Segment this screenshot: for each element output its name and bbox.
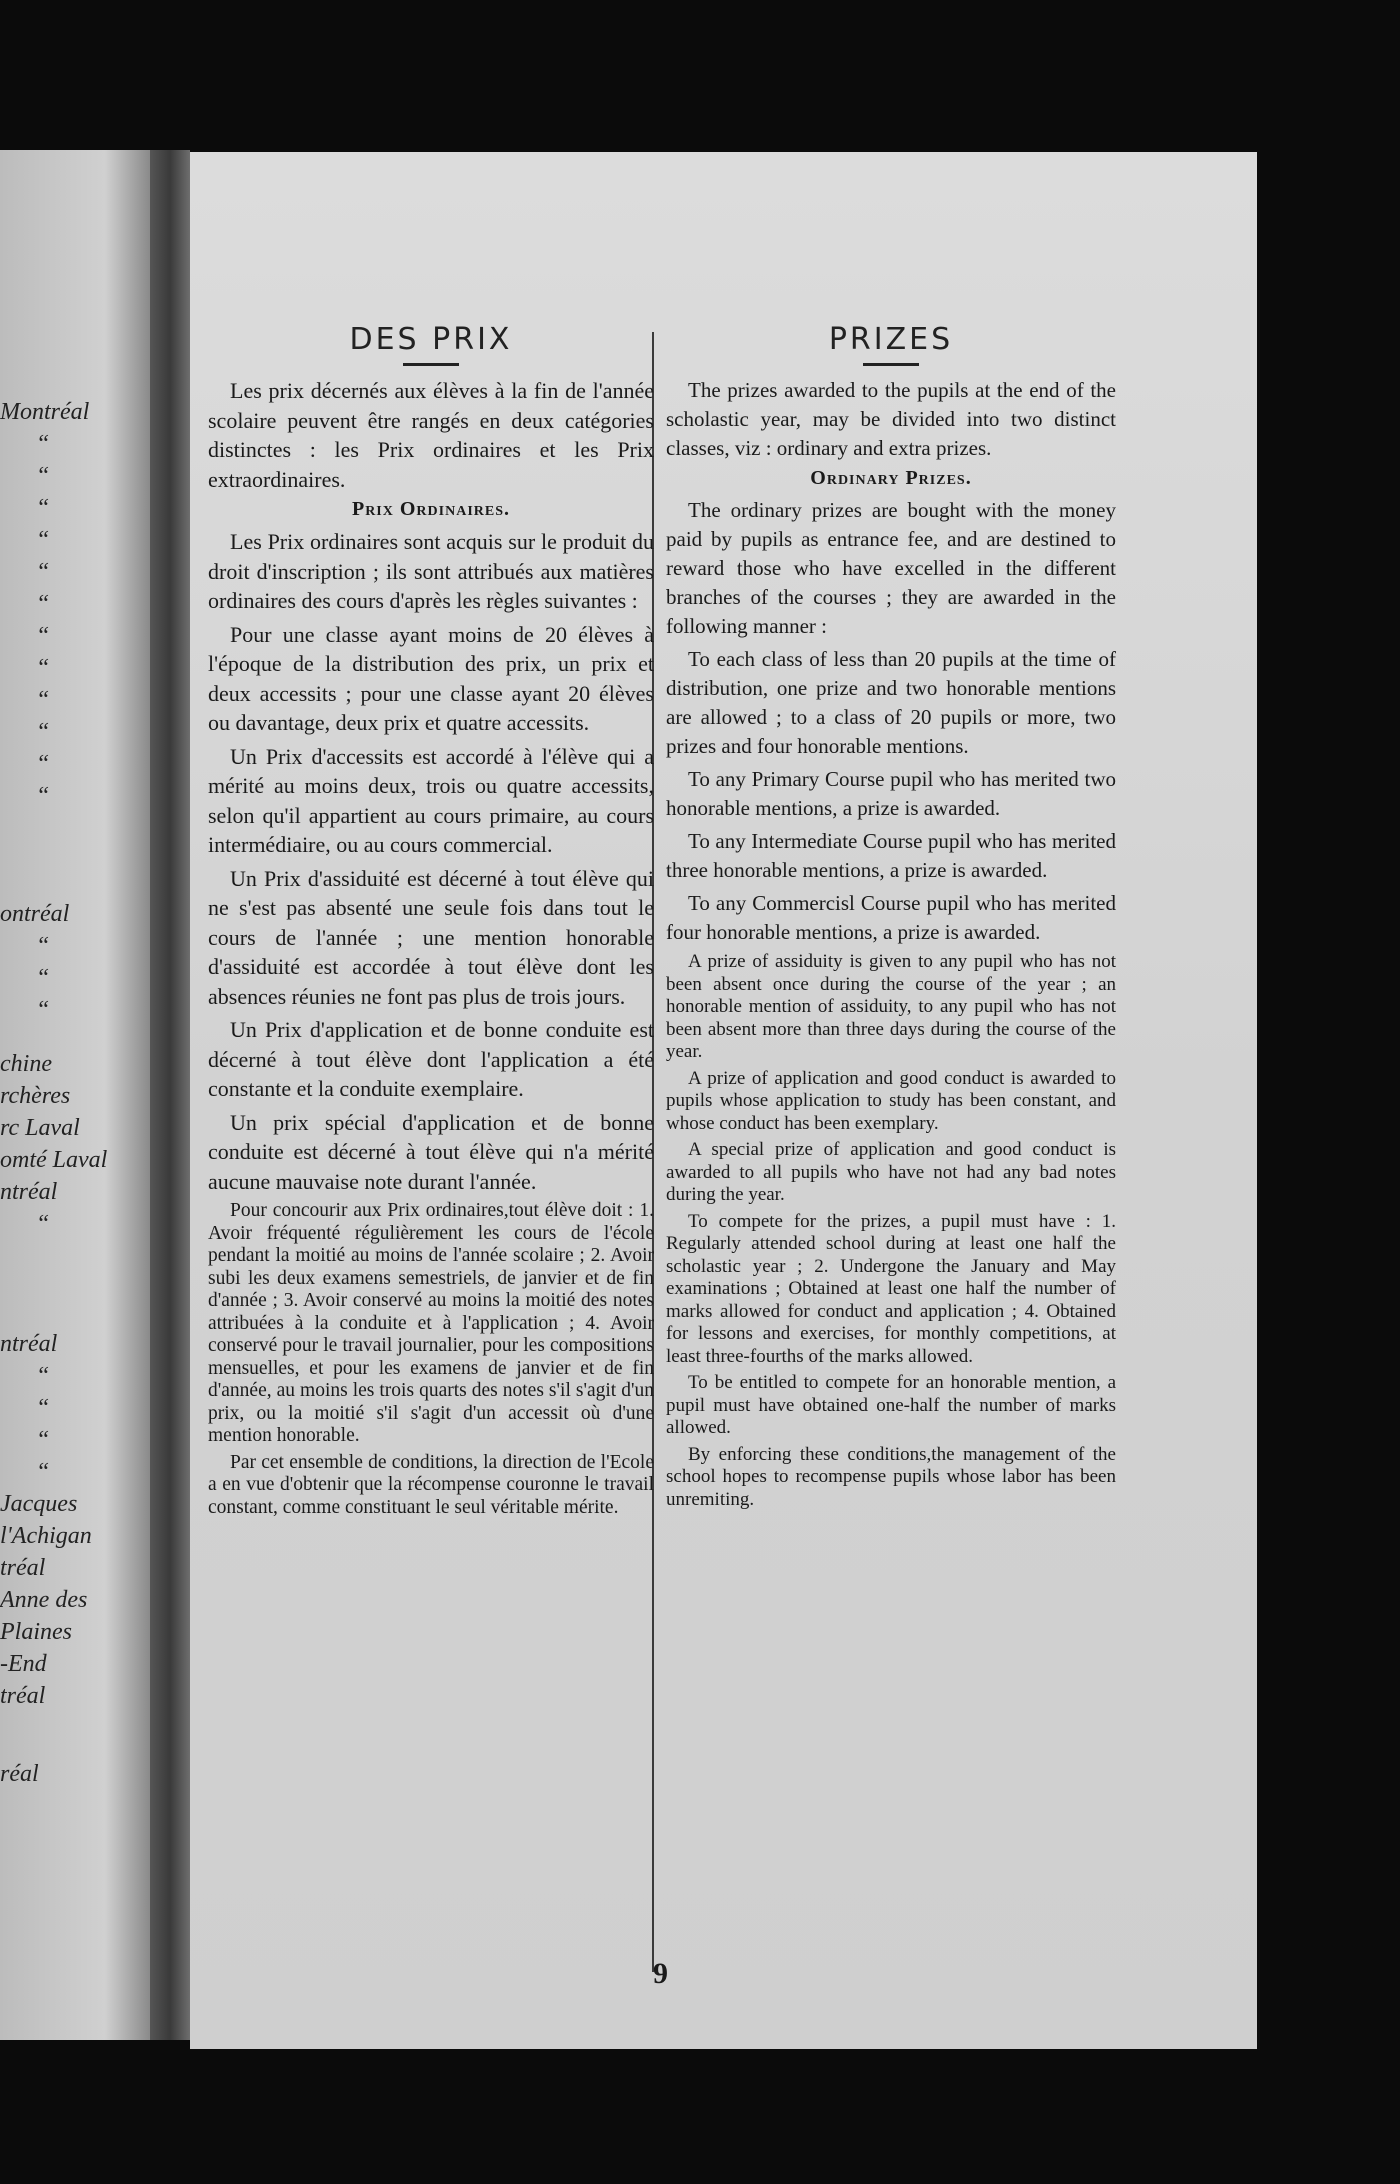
previous-page-fragment: ntréal bbox=[0, 1331, 58, 1357]
english-paragraph: To be entitled to compete for an honorable mention, a pupil must have obtained one-half the number of marks allowed. bbox=[666, 1372, 1116, 1438]
previous-page-fragment: Plaines bbox=[0, 1619, 72, 1645]
french-subheading: Prix Ordinaires. bbox=[351, 498, 510, 520]
previous-page-fragment: chine bbox=[0, 1051, 52, 1077]
french-paragraph: Un Prix d'accessits est accordé à l'élève qui a mérité au moins deux, trois ou quatre accessits, selon qu'il appartient au cours primaire, au cours intermédiaire, ou au cours commercial. bbox=[208, 743, 654, 857]
previous-page-fragment: “ bbox=[36, 591, 50, 617]
previous-page-fragment: rchères bbox=[0, 1083, 71, 1109]
english-paragraph: A prize of application and good conduct is awarded to pupils whose application to study has been constant, and whose conduct has been exemplary. bbox=[666, 1067, 1116, 1134]
previous-page-fragment: l'Achigan bbox=[0, 1523, 92, 1549]
page bbox=[190, 152, 1257, 2049]
previous-page-fragment: “ bbox=[36, 1211, 50, 1237]
previous-page-fragment: “ bbox=[36, 559, 50, 585]
previous-page-fragment: tréal bbox=[0, 1555, 46, 1581]
previous-page-fragment: “ bbox=[36, 1395, 50, 1421]
english-column bbox=[666, 322, 1116, 1515]
previous-page-fragment: omté Laval bbox=[0, 1147, 108, 1173]
book-gutter bbox=[150, 150, 190, 2040]
previous-page-fragment: “ bbox=[36, 1363, 50, 1389]
french-paragraph: Pour concourir aux Prix ordinaires,tout élève doit : 1. Avoir fréquenté régulièrement les cours de l'école pendant la moitié au moins de l'année scolaire ; 2. Avoir subi les deux examens semestriels, de janvier et de fin d'année ; 3. Avoir conservé au moins la moitié des notes attribuées à la conduite et à l'application ; 4. Avoir conservé pour le travail journalier, pour les compositions mensuelles, et pour les examens de janvier et de fin d'année, au moins les trois quarts des notes s'il s'agit d'un prix, ou la moitié s'il s'agit d'un accessit où d'une mention honorable. bbox=[208, 1200, 654, 1446]
french-paragraph: Par cet ensemble de conditions, la direction de l'Ecole a en vue d'obtenir que la récompense couronne le travail constant, comme constituant le seul véritable mérite. bbox=[208, 1451, 654, 1518]
french-title: DES PRIX bbox=[349, 322, 513, 357]
previous-page-fragment: “ bbox=[36, 965, 50, 991]
previous-page-fragment: “ bbox=[36, 997, 50, 1023]
french-column bbox=[208, 322, 654, 1523]
previous-page-fragment: “ bbox=[36, 527, 50, 553]
french-intro: Les prix décernés aux élèves à la fin de l'année scolaire peuvent être rangés en deux catégories distinctes : les Prix ordinaires et les Prix extraordinaires. bbox=[208, 378, 654, 492]
previous-page-fragment: Montréal bbox=[0, 399, 90, 425]
english-paragraph: The ordinary prizes are bought with the money paid by pupils as entrance fee, and are destined to reward those who have excelled in the different branches of the courses ; they are awarded in the following manner : bbox=[666, 498, 1116, 638]
title-rule bbox=[403, 363, 459, 366]
english-subheading: Ordinary Prizes. bbox=[810, 467, 972, 489]
french-paragraph: Les Prix ordinaires sont acquis sur le produit du droit d'inscription ; ils sont attribués aux matières ordinaires des cours d'après les règles suivantes : bbox=[208, 529, 654, 613]
previous-page-fragment: rc Laval bbox=[0, 1115, 80, 1141]
english-paragraph: To any Intermediate Course pupil who has merited three honorable mentions, a prize is awarded. bbox=[666, 829, 1116, 882]
french-paragraph: Un Prix d'application et de bonne conduite est décerné à tout élève dont l'application a été constante et la conduite exemplaire. bbox=[208, 1017, 654, 1101]
previous-page-fragment: “ bbox=[36, 655, 50, 681]
previous-page-fragment: “ bbox=[36, 933, 50, 959]
previous-page-edge bbox=[0, 150, 150, 2040]
previous-page-fragment: “ bbox=[36, 719, 50, 745]
french-paragraph: Un prix spécial d'application et de bonne conduite est décerné à tout élève qui n'a mérité aucune mauvaise note durant l'année. bbox=[208, 1109, 654, 1194]
previous-page-fragment: ntréal bbox=[0, 1179, 58, 1205]
previous-page-fragment: “ bbox=[36, 687, 50, 713]
previous-page-fragment: réal bbox=[0, 1761, 39, 1787]
previous-page-fragment: “ bbox=[36, 751, 50, 777]
french-paragraph: Pour une classe ayant moins de 20 élèves à l'époque de la distribution des prix, un prix et deux accessits ; pour une classe ayant 20 élèves ou davantage, deux prix et quatre accessits. bbox=[208, 621, 654, 735]
english-paragraph: A prize of assiduity is given to any pupil who has not been absent once during the course of the year ; an honorable mention of assiduity, to any pupil who has not been absent more than three days during the course of the year. bbox=[666, 951, 1116, 1062]
english-intro: The prizes awarded to the pupils at the end of the scholastic year, may be divided into two distinct classes, viz : ordinary and extra prizes. bbox=[666, 378, 1116, 460]
english-paragraph: A special prize of application and good conduct is awarded to all pupils who have not had any bad notes during the year. bbox=[666, 1139, 1116, 1205]
previous-page-fragment: ontréal bbox=[0, 901, 70, 927]
previous-page-fragment: -End bbox=[0, 1651, 47, 1677]
english-paragraph: By enforcing these conditions,the management of the school hopes to recompense pupils whose labor has been unremiting. bbox=[666, 1443, 1116, 1510]
english-title: PRIZES bbox=[828, 322, 954, 357]
previous-page-fragment: “ bbox=[36, 495, 50, 521]
previous-page-fragment: “ bbox=[36, 431, 50, 457]
french-paragraph: Un Prix d'assiduité est décerné à tout élève qui ne s'est pas absenté une seule fois dans tout le cours de l'année ; une mention honorable d'assiduité est accordée à tout élève dont les absences réunies ne font pas plus de trois jours. bbox=[208, 865, 654, 1009]
english-paragraph: To each class of less than 20 pupils at the time of distribution, one prize and two honorable mentions are allowed ; to a class of 20 pupils or more, two prizes and four honorable mentions. bbox=[666, 647, 1116, 758]
english-paragraph: To any Commercisl Course pupil who has merited four honorable mentions, a prize is awarded. bbox=[666, 891, 1116, 944]
english-paragraph: To any Primary Course pupil who has merited two honorable mentions, a prize is awarded. bbox=[666, 767, 1116, 820]
previous-page-fragment: “ bbox=[36, 1459, 50, 1485]
previous-page-fragment: Jacques bbox=[0, 1491, 78, 1517]
previous-page-fragment: tréal bbox=[0, 1683, 46, 1709]
previous-page-fragment: “ bbox=[36, 783, 50, 809]
page-number: 9 bbox=[653, 1957, 668, 1990]
english-paragraph: To compete for the prizes, a pupil must have : 1. Regularly attended school during at least one half the scholastic year ; 2. Undergone the January and May examinations ; Obtained at least one half the number of marks allowed for conduct and application ; 4. Obtained for lessons and exercises, for monthly competitions, at least three-fourths of the marks allowed. bbox=[666, 1210, 1116, 1367]
previous-page-fragment: “ bbox=[36, 1427, 50, 1453]
previous-page-fragment: “ bbox=[36, 623, 50, 649]
previous-page-fragment: Anne des bbox=[0, 1587, 88, 1613]
previous-page-fragment: “ bbox=[36, 463, 50, 489]
title-rule bbox=[863, 363, 919, 366]
